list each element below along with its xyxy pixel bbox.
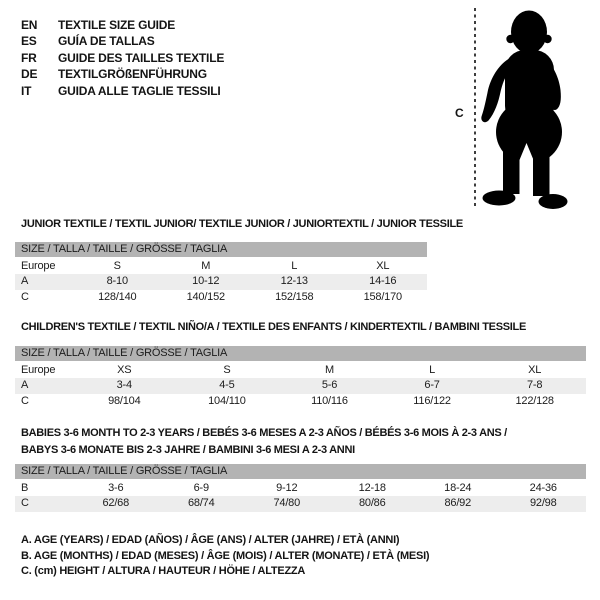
size-table (15, 242, 427, 305)
language-title: GUIDA ALLE TAGLIE TESSILI (58, 83, 221, 98)
cell-value: 110/116 (311, 394, 348, 407)
language-title-list (21, 17, 224, 99)
table-title (21, 216, 463, 233)
language-title: TEXTILE SIZE GUIDE (58, 18, 176, 32)
cell-value: 5-6 (321, 379, 338, 391)
height-measure-dashed-line (474, 8, 476, 208)
table-header-bar: SIZE / TALLA / TAILLE / GRÖSSE / TAGLIA (15, 464, 586, 479)
footnote-line: A. AGE (YEARS) / EDAD (AÑOS) / ÂGE (ANS) / ALTER (JAHRE) / ETÀ (ANNI) (21, 534, 400, 546)
cell-value: S (113, 259, 121, 272)
language-title: GUIDE DES TAILLES TEXTILE (58, 50, 225, 65)
cell-value: 92/98 (529, 497, 557, 509)
cell-value: 86/92 (444, 497, 472, 509)
cell-value: 62/68 (102, 497, 130, 509)
cell-value: XL (528, 363, 542, 376)
table-row (15, 394, 586, 410)
cell-value: 12-13 (280, 275, 308, 287)
language-title: GUÍA DE TALLAS (58, 34, 155, 49)
cell-value: 18-24 (444, 481, 472, 494)
cell-value: 6-7 (424, 379, 440, 391)
language-row (21, 83, 224, 99)
table-row (15, 481, 586, 497)
table-title (21, 319, 526, 336)
row-label: C (21, 497, 29, 509)
language-row (21, 50, 224, 66)
cell-value: 9-12 (276, 481, 298, 494)
cell-value: 3-4 (116, 379, 132, 391)
language-code: DE (21, 67, 38, 82)
cell-value: 98/104 (108, 394, 141, 407)
cell-value: M (325, 363, 334, 376)
cell-value: 104/110 (208, 394, 246, 407)
cell-value: 80/86 (358, 497, 386, 509)
row-label: C (21, 290, 29, 303)
footnotes (21, 533, 429, 580)
cell-value: XL (376, 259, 390, 272)
height-measure-label: C (455, 106, 464, 120)
table-row (15, 496, 586, 512)
table-row (15, 274, 427, 290)
cell-value: 4-5 (219, 379, 235, 391)
cell-value: 74/80 (273, 497, 301, 509)
table-title-line: BABYS 3-6 MONATE BIS 2-3 JAHRE / BAMBINI 3-6 MESI A 2-3 ANNI (21, 444, 355, 456)
cell-value: 152/158 (275, 290, 314, 303)
language-row (21, 17, 224, 33)
cell-value: 12-18 (358, 481, 386, 494)
row-label: C (21, 394, 29, 407)
table-header-bar: SIZE / TALLA / TAILLE / GRÖSSE / TAGLIA (15, 346, 586, 361)
row-label: A (21, 379, 29, 391)
table-header-bar: SIZE / TALLA / TAILLE / GRÖSSE / TAGLIA (15, 242, 427, 257)
cell-value: L (291, 259, 298, 272)
cell-value: 140/152 (186, 290, 225, 303)
cell-value: M (201, 259, 211, 272)
table-row (15, 290, 427, 306)
table-title-line: CHILDREN'S TEXTILE / TEXTIL NIÑO/A / TEXTILE DES ENFANTS / KINDERTEXTIL / BAMBINI TESSILE (21, 321, 526, 333)
cell-value: 6-9 (193, 481, 209, 494)
table-title (21, 425, 507, 459)
cell-value: 128/140 (98, 290, 137, 303)
row-label: Europe (21, 363, 56, 376)
baby-silhouette-icon (481, 8, 571, 210)
language-code: EN (21, 18, 38, 32)
cell-value: 158/170 (363, 290, 402, 303)
language-code: ES (21, 34, 37, 49)
table-title-line: BABIES 3-6 MONTH TO 2-3 YEARS / BEBÉS 3-6 MESES A 2-3 AÑOS / BÉBÉS 3-6 MOIS À 2-3 ANS / (21, 427, 507, 439)
size-table (15, 346, 586, 409)
cell-value: L (429, 363, 436, 376)
cell-value: 10-12 (192, 275, 220, 287)
row-label: A (21, 275, 29, 287)
cell-value: 24-36 (529, 481, 557, 494)
table-title-line: JUNIOR TEXTILE / TEXTIL JUNIOR/ TEXTILE JUNIOR / JUNIORTEXTIL / JUNIOR TESSILE (21, 218, 463, 230)
cell-value: 122/128 (515, 394, 554, 407)
footnote-line: B. AGE (MONTHS) / EDAD (MESES) / ÂGE (MOIS) / ALTER (MONATE) / ETÀ (MESI) (21, 549, 430, 562)
cell-value: 14-16 (369, 275, 397, 287)
cell-value: XS (117, 363, 132, 376)
row-label: Europe (21, 259, 56, 272)
language-row (21, 66, 224, 82)
table-row (15, 378, 586, 394)
table-row (15, 259, 427, 275)
row-label: B (21, 481, 29, 494)
language-code: FR (21, 50, 37, 65)
language-code: IT (21, 83, 32, 98)
size-table (15, 464, 586, 512)
cell-value: 116/122 (413, 394, 451, 407)
cell-value: 8-10 (106, 275, 128, 287)
language-row (21, 33, 224, 49)
cell-value: S (223, 363, 231, 376)
cell-value: 68/74 (187, 497, 215, 509)
language-title: TEXTILGRÖßENFÜHRUNG (58, 67, 207, 82)
footnote-line: C. (cm) HEIGHT / ALTURA / HAUTEUR / HÖHE / ALTEZZA (21, 565, 306, 578)
table-row (15, 363, 586, 379)
cell-value: 3-6 (108, 481, 124, 494)
cell-value: 7-8 (527, 379, 543, 391)
